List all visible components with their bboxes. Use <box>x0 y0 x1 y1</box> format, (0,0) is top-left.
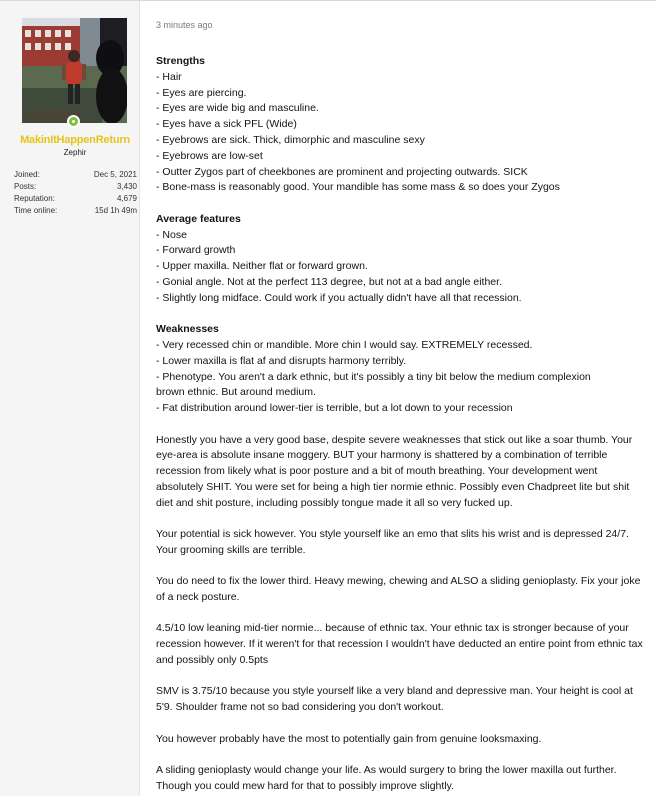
stat-label: Joined: <box>14 170 40 179</box>
stat-value: Dec 5, 2021 <box>93 170 137 179</box>
section-heading: Average features <box>156 212 241 225</box>
stat-label: Posts: <box>14 182 37 191</box>
list-item: - Eyes are wide big and masculine. <box>156 102 319 115</box>
list-item: - Very recessed chin or mandible. More chin I would say. EXTREMELY recessed. <box>156 338 533 351</box>
stat-posts <box>14 181 137 193</box>
strengths-section <box>156 54 646 196</box>
post-timestamp[interactable]: 3 minutes ago <box>156 20 213 30</box>
post-paragraph: 4.5/10 low leaning mid-tier normie... because of ethnic tax. Your ethnic tax is stronger because of your recession however. If it weren't for that recession I wouldn't have deducted an entire point from ethnic tax and possibly only 0.5pts <box>156 622 643 667</box>
stat-joined <box>14 169 137 181</box>
avatar-photo <box>22 18 127 123</box>
user-stats <box>14 169 137 217</box>
stat-label: Reputation: <box>14 194 55 203</box>
list-item: - Gonial angle. Not at the perfect 113 degree, but not at a bad angle either. <box>156 275 502 288</box>
list-item: - Fat distribution around lower-tier is terrible, but a lot down to your recession <box>156 402 513 415</box>
list-item: - Bone-mass is reasonably good. Your mandible has some mass & so does your Zygos <box>156 181 560 194</box>
list-item: - Eyebrows are low-set <box>156 149 263 162</box>
average-section <box>156 212 646 307</box>
stat-value[interactable]: 3,430 <box>116 182 137 191</box>
post-main <box>140 1 656 796</box>
stat-label: Time online: <box>14 206 58 215</box>
post-paragraph: Your potential is sick however. You style yourself like an emo that slits his wrist and is depressed 24/7. Your grooming skills are terrible. <box>156 528 629 556</box>
list-item: brown ethnic. But around medium. <box>156 386 316 399</box>
stat-time-online <box>14 205 137 217</box>
post-paragraph: A sliding genioplasty would change your life. As would surgery to bring the lower maxilla out further. Though you could mew hard for that to possibly improve slightly. <box>156 764 617 792</box>
avatar[interactable] <box>22 18 127 123</box>
user-title: Zephir <box>63 148 87 157</box>
post-paragraph: SMV is 3.75/10 because you style yourself like a very bland and depressive man. Your height is cool at 5'9. Shoulder frame not so bad considering you don't workout. <box>156 685 633 714</box>
stat-value: 15d 1h 49m <box>94 206 137 215</box>
list-item: - Phenotype. You aren't a dark ethnic, but it's possibly a tiny bit below the medium complexion <box>156 370 591 383</box>
post-paragraph: Honestly you have a very good base, despite severe weaknesses that stick out like a soar thumb. Your eye-area is absolute insane moggery. BUT your harmony is shattered by a combination of terrible recession from likely what is poor posture and a bit of mouth breathing. Your development went absolutely SHIT. You were set for being a high tier normie ethnic. Possibly even Chadpreet lite but shit diet and shit posture, including possibly tongue made it all so very fucked up. <box>156 433 633 509</box>
online-status-icon <box>67 115 80 128</box>
post-paragraph: You however probably have the most to potentially gain from genuine looksmaxing. <box>156 732 542 745</box>
section-heading: Strengths <box>156 55 206 67</box>
section-heading: Weaknesses <box>156 323 219 336</box>
list-item: - Eyes are piercing. <box>156 86 247 99</box>
list-item: - Eyes have a sick PFL (Wide) <box>156 118 297 131</box>
list-item: - Lower maxilla is flat af and disrupts harmony terribly. <box>156 354 407 367</box>
list-item: - Eyebrows are sick. Thick, dimorphic and masculine sexy <box>156 133 425 146</box>
weaknesses-section <box>156 322 646 417</box>
stat-value: 4,679 <box>116 194 137 203</box>
list-item: - Hair <box>156 70 182 83</box>
stat-reputation <box>14 193 137 205</box>
list-item: - Slightly long midface. Could work if you actually didn't have all that recession. <box>156 291 522 304</box>
post-paragraph: You do need to fix the lower third. Heavy mewing, chewing and ALSO a sliding genioplasty. Fix your joke of a neck posture. <box>156 575 641 604</box>
user-sidebar <box>0 1 140 796</box>
username[interactable]: MakinItHappenReturn <box>20 134 130 146</box>
list-item: - Forward growth <box>156 244 236 257</box>
post-body <box>156 54 646 810</box>
list-item: - Upper maxilla. Neither flat or forward grown. <box>156 260 368 273</box>
list-item: - Outter Zygos part of cheekbones are prominent and projecting outwards. SICK <box>156 165 528 178</box>
list-item: - Nose <box>156 228 187 241</box>
